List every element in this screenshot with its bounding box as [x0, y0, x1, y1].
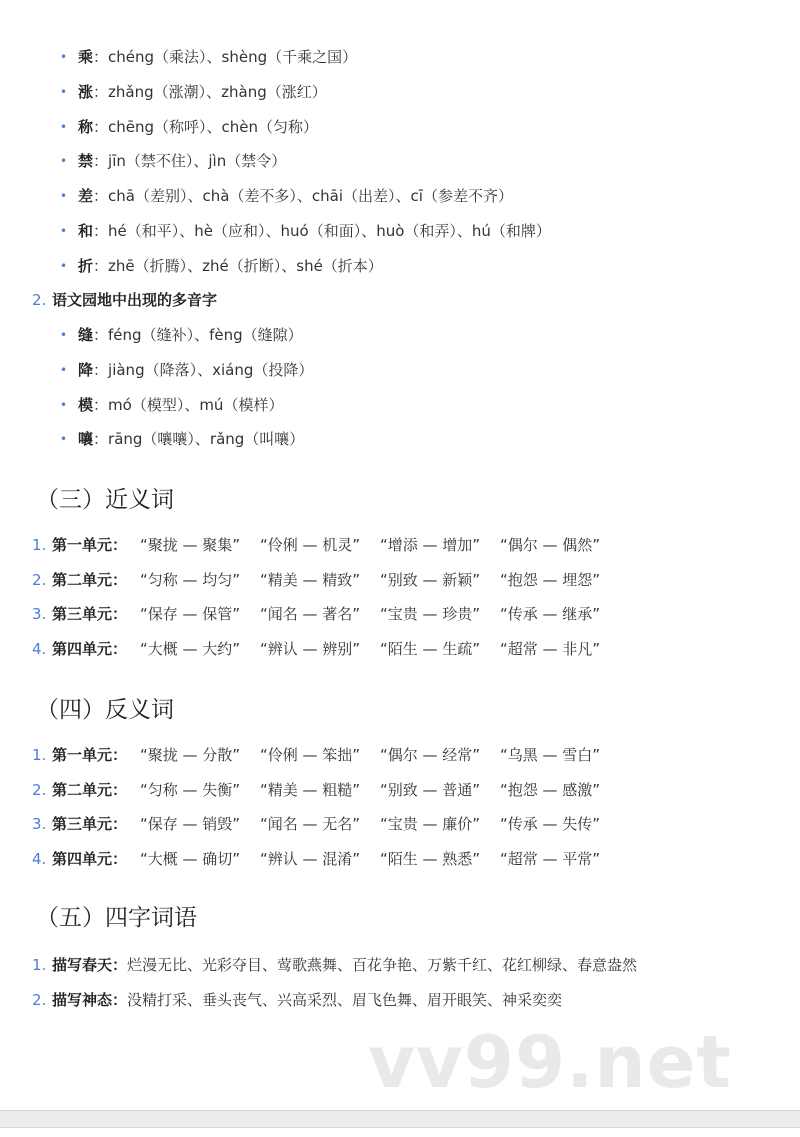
pronunciations: hé（和平）、hè（应和）、huó（和面）、huò（和弄）、hú（和牌）	[108, 222, 551, 240]
word-pair: “匀称 — 失衡”	[140, 780, 241, 799]
bullet-icon: •	[60, 397, 68, 412]
item-text: 乘：chéng（乘法）、shèng（千乘之国）	[78, 48, 358, 66]
list-number: 3.	[32, 815, 47, 833]
row-content	[52, 597, 620, 632]
word-pair: “聚拢 — 分散”	[140, 746, 241, 764]
bullet-icon: •	[60, 84, 68, 99]
row-content	[52, 528, 620, 563]
word-pair: “伶俐 — 笨拙”	[260, 746, 361, 764]
row-content	[52, 563, 620, 598]
section-heading-idioms: （五）四字词语	[36, 905, 197, 931]
word-pair: “精美 — 粗糙”	[260, 780, 361, 799]
word-pair: “偶尔 — 偶然”	[500, 536, 601, 554]
bullet-icon: •	[60, 362, 68, 377]
pronunciations: chā（差别）、chà（差不多）、chāi（出差）、cī（参差不齐）	[108, 187, 513, 206]
word-pair: “增添 — 增加”	[380, 536, 481, 554]
section-heading-synonyms: （三）近义词	[36, 487, 174, 513]
word-pair: “别致 — 普通”	[380, 780, 481, 799]
word-pair: “宝贵 — 珍贵”	[380, 605, 481, 623]
item-text: 模：mó（模型）、mú（模样）	[78, 395, 284, 414]
word-pair: “匀称 — 均匀”	[140, 570, 241, 589]
word-pair: “保存 — 销毁”	[140, 815, 241, 833]
pronunciations: chēng（称呼）、chèn（匀称）	[108, 117, 319, 136]
unit-label: 第三单元：	[52, 815, 128, 833]
item-text	[52, 948, 637, 983]
unit-label: 第二单元：	[52, 780, 128, 799]
polyphone-char: 涨	[78, 82, 94, 101]
item-text: 缝：féng（缝补）、fèng（缝隙）	[78, 326, 303, 344]
garden-title: 语文园地中出现的多音字	[52, 291, 218, 309]
word-pair: “辨认 — 混淆”	[260, 849, 361, 868]
idiom-label: 描写春天：	[52, 956, 128, 974]
word-pair: “闻名 — 著名”	[260, 605, 361, 623]
list-number: 4.	[32, 639, 47, 658]
list-number: 2.	[32, 570, 47, 589]
word-pair: “陌生 — 生疏”	[380, 639, 481, 658]
row-content	[52, 842, 620, 877]
bullet-icon: •	[60, 224, 68, 238]
unit-label: 第三单元：	[52, 605, 128, 623]
polyphone-char: 嚷	[78, 430, 94, 449]
polyphone-char: 禁	[78, 152, 94, 171]
idiom-label: 描写神态：	[52, 990, 128, 1009]
item-text: 称：chēng（称呼）、chèn（匀称）	[78, 117, 319, 136]
word-pair: “陌生 — 熟悉”	[380, 849, 481, 868]
list-number: 3.	[32, 605, 47, 623]
list-number: 1.	[32, 746, 47, 764]
polyphone-char: 模	[78, 395, 94, 414]
polyphone-char: 降	[78, 360, 94, 379]
word-pair: “抱怨 — 埋怨”	[500, 570, 601, 589]
polyphone-char: 缝	[78, 326, 94, 344]
item-text: 降：jiàng（降落）、xiáng（投降）	[78, 360, 314, 379]
word-pair: “别致 — 新颖”	[380, 570, 481, 589]
unit-label: 第一单元：	[52, 536, 128, 554]
list-number: 2.	[32, 291, 47, 309]
watermark: vv99.net	[368, 1020, 732, 1104]
idiom-words: 烂漫无比、光彩夺目、莺歌燕舞、百花争艳、万紫千红、花红柳绿、春意盎然	[127, 956, 638, 974]
word-pair: “伶俐 — 机灵”	[260, 536, 361, 554]
pronunciations: féng（缝补）、fèng（缝隙）	[108, 326, 303, 344]
polyphone-char: 差	[78, 187, 94, 206]
word-pair: “抱怨 — 感激”	[500, 780, 601, 799]
word-pair: “保存 — 保管”	[140, 605, 241, 623]
word-pair: “大概 — 确切”	[140, 849, 241, 868]
word-pair: “辨认 — 辨别”	[260, 639, 361, 658]
unit-label: 第四单元：	[52, 849, 128, 868]
page-bottom-bar	[0, 1110, 800, 1128]
list-number: 2.	[32, 780, 47, 799]
word-pair: “聚拢 — 聚集”	[140, 536, 241, 554]
unit-label: 第二单元：	[52, 570, 128, 589]
row-content	[52, 773, 620, 808]
polyphone-char: 和	[78, 222, 94, 240]
item-text: 折：zhē（折腾）、zhé（折断）、shé（折本）	[78, 256, 383, 275]
bullet-icon: •	[60, 432, 68, 447]
pronunciations: jīn（禁不住）、jìn（禁令）	[108, 152, 287, 171]
bullet-icon: •	[60, 328, 68, 342]
polyphone-char: 称	[78, 117, 94, 136]
word-pair: “传承 — 失传”	[500, 815, 601, 833]
row-content	[52, 632, 620, 667]
word-pair: “乌黑 — 雪白”	[500, 746, 601, 764]
list-number: 1.	[32, 956, 47, 974]
word-pair: “宝贵 — 廉价”	[380, 815, 481, 833]
item-text: 差：chā（差别）、chà（差不多）、chāi（出差）、cī（参差不齐）	[78, 187, 513, 206]
polyphone-char: 乘	[78, 48, 94, 66]
idiom-words: 没精打采、垂头丧气、兴高采烈、眉飞色舞、眉开眼笑、神采奕奕	[127, 990, 563, 1009]
bullet-icon: •	[60, 258, 68, 273]
pronunciations: zhǎng（涨潮）、zhàng（涨红）	[108, 82, 327, 101]
unit-label: 第一单元：	[52, 746, 128, 764]
list-number: 4.	[32, 849, 47, 868]
row-content	[52, 807, 620, 842]
row-content	[52, 738, 620, 773]
item-text: 禁：jīn（禁不住）、jìn（禁令）	[78, 152, 287, 171]
pronunciations: mó（模型）、mú（模样）	[108, 395, 284, 414]
list-number: 1.	[32, 536, 47, 554]
item-text: 涨：zhǎng（涨潮）、zhàng（涨红）	[78, 82, 327, 101]
pronunciations: chéng（乘法）、shèng（千乘之国）	[108, 48, 358, 66]
word-pair: “超常 — 非凡”	[500, 639, 601, 658]
list-number: 2.	[32, 990, 47, 1009]
pronunciations: rāng（嚷嚷）、rǎng（叫嚷）	[108, 430, 305, 449]
bullet-icon: •	[60, 154, 68, 169]
bullet-icon: •	[60, 119, 68, 134]
bullet-icon: •	[60, 189, 68, 204]
unit-label: 第四单元：	[52, 639, 128, 658]
polyphone-char: 折	[78, 256, 94, 275]
word-pair: “大概 — 大约”	[140, 639, 241, 658]
word-pair: “超常 — 平常”	[500, 849, 601, 868]
pronunciations: jiàng（降落）、xiáng（投降）	[108, 360, 314, 379]
word-pair: “精美 — 精致”	[260, 570, 361, 589]
section-heading-antonyms: （四）反义词	[36, 697, 174, 723]
item-text: 嚷：rāng（嚷嚷）、rǎng（叫嚷）	[78, 430, 305, 449]
bullet-icon: •	[60, 50, 68, 64]
word-pair: “闻名 — 无名”	[260, 815, 361, 833]
word-pair: “偶尔 — 经常”	[380, 746, 481, 764]
item-text	[52, 983, 562, 1018]
pronunciations: zhē（折腾）、zhé（折断）、shé（折本）	[108, 256, 383, 275]
word-pair: “传承 — 继承”	[500, 605, 601, 623]
garden-title-wrap	[52, 283, 217, 318]
item-text: 和：hé（和平）、hè（应和）、huó（和面）、huò（和弄）、hú（和牌）	[78, 222, 551, 240]
